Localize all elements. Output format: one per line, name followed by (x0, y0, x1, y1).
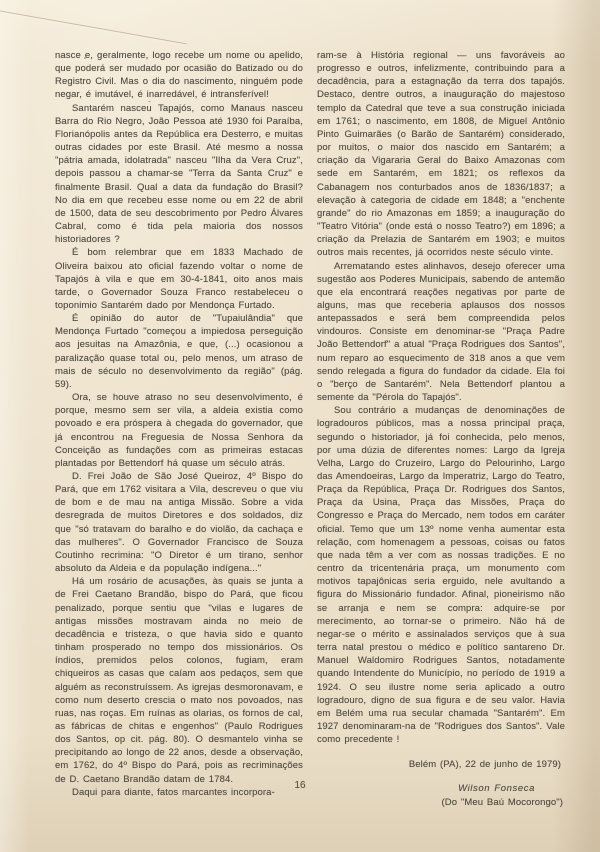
paragraph: ram-se à História regional — uns favoráveis ao progresso e outros, infelizmente, contribuindo para a decadência, para a estagnação da terra dos tapajós. Destaco, dentre outros, a inauguração do majestoso templo da Catedral que teve a sua construção iniciada em 1761; o nascimento, em 1808, de Miguel Antônio Pinto Guimarães (o Barão de Santarém) considerado, por muitos, o maior dos nascido em Santarém; a criação da Vigararia Geral do Baixo Amazonas com sede em Santarém, em 1821; os reflexos da Cabanagem nos conturbados anos de 1836/1837; a elevação à categoria de cidade em 1848; a "enchente grande" do rio Amazonas em 1859; a inauguração do "Teatro Vitória" (onde está o nosso Teatro?) em 1896; a criação da Prelazia de Santarém em 1903; e muitos outros mais recentes, já ocorridos neste século vinte. (317, 50, 565, 259)
paragraph: Arrematando estes alinhavos, desejo oferecer uma sugestão aos Poderes Municipais, sabendo de antemão que ela encontrará reações negativas por parte de alguns, mas que receberia aplausos dos nossos antepassados e será bem compreendida pelos vindouros. Consiste em denominar-se "Praça Padre João Bettendorf" a atual "Praça Rodrigues dos Santos", num reparo ao esquecimento de 318 anos a que vem sendo relegada a figura do fundador da cidade. Ela foi o "berço de Santarém". Nela Bettendorf plantou a semente da "Pérola do Tapajós". (317, 260, 565, 404)
author-signature: Wilson Fonseca (458, 783, 535, 795)
paragraph: Daqui para diante, fatos marcantes incorpora- (72, 786, 275, 798)
paper-crease (0, 9, 187, 45)
paragraph: D. Frei João de São José Queiroz, 4º Bispo do Pará, que em 1762 visitara a Vila, descreveu o que viu de bom e de mau na antiga Missão. Sobre a vida desregrada de muitos Diretores e dos soldados, diz que "só tratavam do baralho e do violão, da cachaça e das mulheres". O Governador Francisco de Souza Coutinho recrimina: "O Diretor é um tirano, senhor absoluto da Aldeia e da população indígena..." (55, 471, 303, 575)
paragraph: Ora, se houve atraso no seu desenvolvimento, é porque, mesmo sem ser vila, a aldeia existia como povoado e era próspera à chegada do governador, que já encontrou na Freguesia de Nossa Senhora da Conceição as fundações com as primeiras estacas plantadas por Bettendorf há quase um século atrás. (55, 392, 303, 469)
right-column (317, 49, 565, 809)
paragraph: É opinião do autor de "Tupaiulândia" que Mendonça Furtado "começou a impiedosa perseguição aos jesuitas na Amazônia, e que, (...) ocasionou a paralização quase total ou, pelo menos, um atraso de mais de século no desenvolvimento da região" (pág. 59). (55, 313, 303, 390)
paragraph: É bom relembrar que em 1833 Machado de Oliveira baixou ato oficial fazendo voltar o nome de Tapajós à vila e que em 30-4-1841, oito anos mais tarde, o Governador Souza Franco restabeleceu o toponimio Santarém dado por Mendonça Furtado. (55, 247, 303, 311)
signature-source: (Do "Meu Baú Mocorongo") (441, 796, 563, 808)
paragraph: Santarém nasceu Tapajós, como Manaus nasceu Barra do Rio Negro, João Pessoa até 1930 foi Paraíba, Florianópolis antes da República era Desterro, e muitas outras cidades por este Brasil. Até mesmo a nossa "pátria amada, idolatrada" nasceu "Ilha da Vera Cruz", depois passou a chamar-se "Terra da Santa Cruz" e finalmente Brasil. Qual a data da fundação do Brasil? No dia em que recebeu esse nome ou em 22 de abril de 1500, data de seu descobrimento por Pedro Álvares Cabral, como é tida pela maioria dos nossos historiadores ? (55, 102, 303, 246)
page-number: 16 (294, 780, 306, 791)
text-columns (55, 49, 565, 809)
paragraph: Sou contrário a mudanças de denominações de logradouros públicos, mas a nossa principal praça, segundo o historiador, já foi conhecida, pelo menos, por uma dúzia de diferentes nomes: Largo da Igreja Velha, Largo do Cruzeiro, Largo do Pelourinho, Largo das Amendoeiras, Largo da Imperatriz, Largo do Teatro, Praça da República, Praça Dr. Rodrigues dos Santos, Praça da Usina, Praça das Missões, Praça do Congresso e Praça do Mercado, nem todos em caráter oficial. Temo que um 13º nome venha aumentar esta relação, com homenagem a pessoas, coisas ou fatos que nada têm a ver com as nossas tradições. E no centro da tricentenária praça, um monumento com motivos tapajônicas seria erguido, nele avultando a figura do Missionário fundador. Afinal, pioneirismo não se arranja e nem se compra: adquire-se por merecimento, ao tornar-se o primeiro. Não há de negar-se o mérito e assinalados serviços que à sua terra natal prestou o médico e político santareno Dr. Manuel Waldomiro Rodrigues Santos, notadamente quando Intendente do Município, no período de 1919 a 1924. O seu ilustre nome seria aplicado a outro logradouro, digno de sua figura e de seu valor. Havia em Belém uma rua secular chamada "Santarém". Em 1927 denominaram-na de "Rodrigues dos Santos". Vale como precedente ! (317, 405, 565, 746)
dateline: Belém (PA), 22 de junho de 1979) (408, 759, 561, 771)
paragraph: Há um rosário de acusações, às quais se junta a de Frei Caetano Brandão, bispo do Pará, que ficou penalizado, porque sentiu que "vilas e lugares de antigas missões mostravam ainda no meio de decadência e tristeza, o que havia sido e quanto tinham prosperado no tempo dos missionários. Os índios, premidos pelos colonos, fugiam, eram chiqueiros as casas que caíam aos pedaços, sem que alguém as reconstruíssem. As igrejas desmoronavam, e como num deserto crescia o mato nos povoados, nas ruas, nas roças. Em ruínas as olarias, os fornos de cal, as fábricas de chitas e engenhos" (Paulo Rodrigues dos Santos, op cit. pág. 80). O desmantelo vinha se precipitando ao longo de 22 anos, desde a observação, em 1762, do 4º Bispo do Pará, pois as recriminações de D. Caetano Brandão datam de 1784. (55, 576, 303, 785)
paragraph: nasce e, geralmente, logo recebe um nome ou apelido, que poderá ser mudado por ocasião do Batizado ou do Registro Civil. Mas o dia do nascimento, ninguém pode negar, é imutável, é inarredável, é intransferível! (55, 50, 303, 101)
left-column (55, 49, 303, 809)
